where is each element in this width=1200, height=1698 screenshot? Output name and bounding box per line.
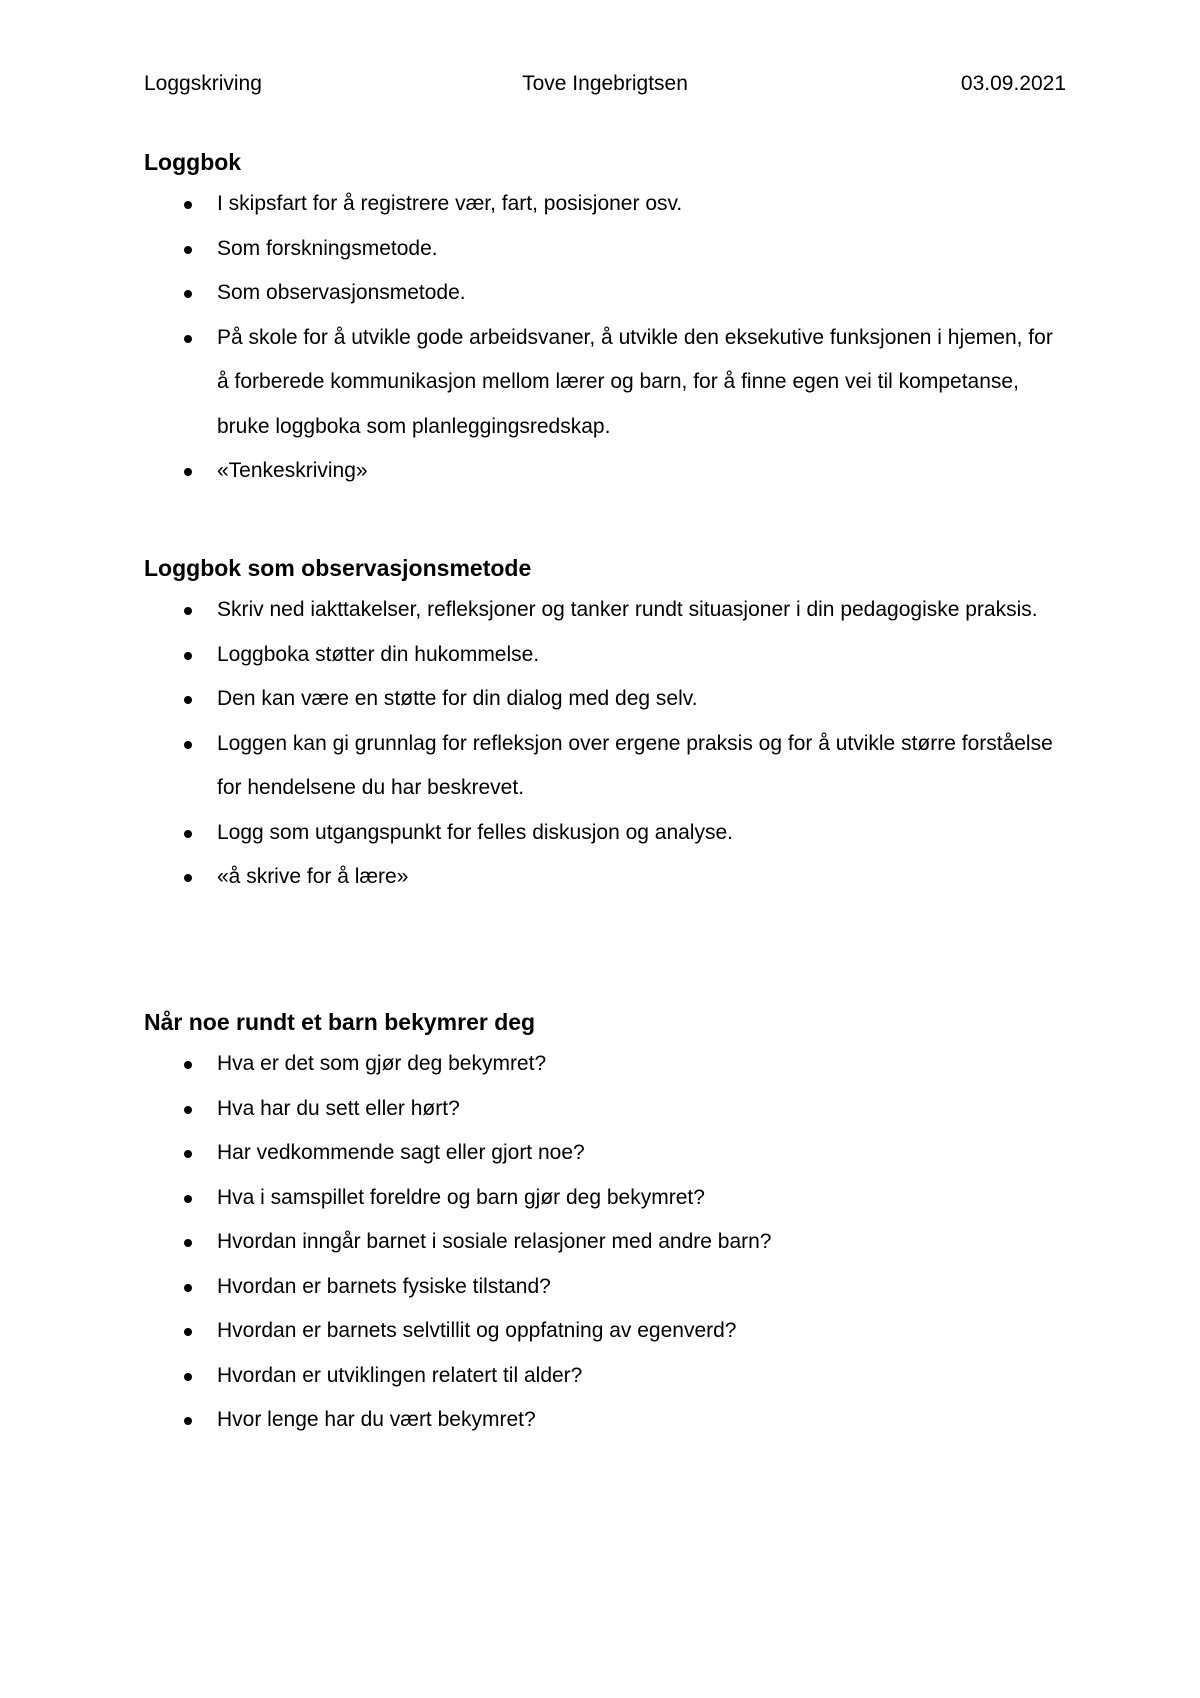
list-item: Hvordan er barnets fysiske tilstand?	[144, 1265, 1066, 1310]
bullet-icon	[184, 607, 192, 615]
bullet-icon	[184, 874, 192, 882]
bullet-icon	[184, 201, 192, 209]
bullet-icon	[184, 696, 192, 704]
list-item: Hva i samspillet foreldre og barn gjør deg bekymret?	[144, 1176, 1066, 1221]
list-item: Hvordan er utviklingen relatert til alder?	[144, 1354, 1066, 1399]
bullet-icon	[184, 290, 192, 298]
list-item: Skriv ned iakttakelser, refleksjoner og tanker rundt situasjoner i din pedagogiske praksis.	[144, 588, 1066, 633]
list-item: Hvor lenge har du vært bekymret?	[144, 1398, 1066, 1443]
bullet-icon	[184, 1195, 192, 1203]
list-item: Som observasjonsmetode.	[144, 271, 1066, 316]
list-item: Loggboka støtter din hukommelse.	[144, 633, 1066, 678]
list-item: «å skrive for å lære»	[144, 855, 1066, 900]
bullet-icon	[184, 1239, 192, 1247]
bullet-icon	[184, 652, 192, 660]
list-item: Som forskningsmetode.	[144, 227, 1066, 272]
list-item: I skipsfart for å registrere vær, fart, posisjoner osv.	[144, 182, 1066, 227]
bullet-list	[144, 588, 1066, 900]
bullet-icon	[184, 1061, 192, 1069]
section-heading: Når noe rundt et barn bekymrer deg	[144, 1009, 536, 1035]
list-item: På skole for å utvikle gode arbeidsvaner, å utvikle den eksekutive funksjonen i hjemen, for å forberede kommunikasjon mellom lærer og barn, for å finne egen vei til kompetanse, bruke loggboka som planleggingsredskap.	[144, 316, 1066, 450]
header-date: 03.09.2021	[960, 72, 1066, 95]
section-loggbok	[144, 142, 1066, 494]
list-item: Hva har du sett eller hørt?	[144, 1087, 1066, 1132]
header-author: Tove Ingebrigtsen	[522, 72, 688, 95]
bullet-icon	[184, 246, 192, 254]
list-item: Loggen kan gi grunnlag for refleksjon over ergene praksis og for å utvikle større forståelse for hendelsene du har beskrevet.	[144, 722, 1066, 811]
list-item: «Tenkeskriving»	[144, 449, 1066, 494]
list-item: Hva er det som gjør deg bekymret?	[144, 1042, 1066, 1087]
bullet-icon	[184, 1417, 192, 1425]
section-observasjonsmetode	[144, 548, 1066, 900]
bullet-icon	[184, 741, 192, 749]
bullet-list	[144, 1042, 1066, 1443]
bullet-icon	[184, 468, 192, 476]
bullet-icon	[184, 1373, 192, 1381]
list-item: Den kan være en støtte for din dialog med deg selv.	[144, 677, 1066, 722]
section-bekymring	[144, 1002, 1066, 1443]
list-item: Har vedkommende sagt eller gjort noe?	[144, 1131, 1066, 1176]
bullet-icon	[184, 1284, 192, 1292]
section-heading: Loggbok som observasjonsmetode	[144, 555, 532, 581]
bullet-icon	[184, 830, 192, 838]
list-item: Logg som utgangspunkt for felles diskusjon og analyse.	[144, 811, 1066, 856]
list-item: Hvordan er barnets selvtillit og oppfatning av egenverd?	[144, 1309, 1066, 1354]
list-item: Hvordan inngår barnet i sosiale relasjoner med andre barn?	[144, 1220, 1066, 1265]
bullet-list	[144, 182, 1066, 494]
bullet-icon	[184, 1328, 192, 1336]
section-heading: Loggbok	[144, 149, 242, 175]
bullet-icon	[184, 335, 192, 343]
bullet-icon	[184, 1106, 192, 1114]
header-title: Loggskriving	[144, 72, 262, 95]
page-header	[144, 72, 1066, 104]
bullet-icon	[184, 1150, 192, 1158]
